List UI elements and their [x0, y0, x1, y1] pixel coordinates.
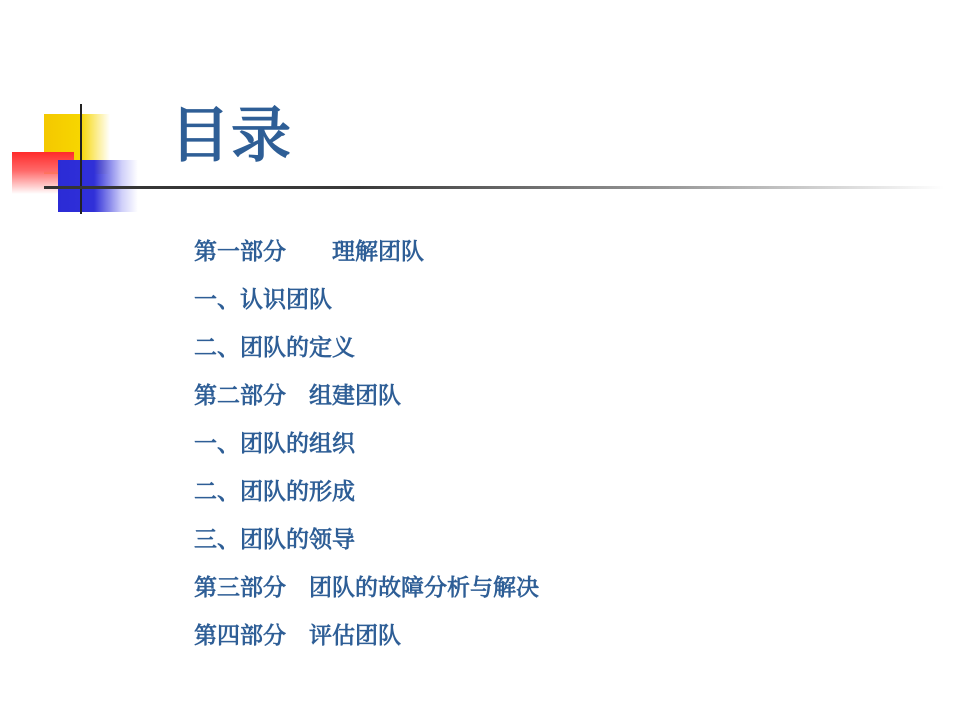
title-underline-rule — [44, 186, 944, 189]
table-of-contents — [194, 228, 539, 660]
toc-item: 第四部分 评估团队 — [194, 623, 401, 649]
toc-item: 一、认识团队 — [194, 287, 332, 313]
slide-title: 目录 — [170, 101, 292, 171]
toc-item: 一、团队的组织 — [194, 431, 355, 457]
toc-item: 二、团队的形成 — [194, 479, 355, 505]
toc-item: 第一部分 理解团队 — [194, 239, 424, 265]
toc-item: 二、团队的定义 — [194, 335, 355, 361]
toc-item: 第二部分 组建团队 — [194, 383, 401, 409]
toc-item: 第三部分 团队的故障分析与解决 — [194, 575, 539, 601]
logo-vertical-line — [80, 104, 82, 214]
toc-item: 三、团队的领导 — [194, 527, 355, 553]
